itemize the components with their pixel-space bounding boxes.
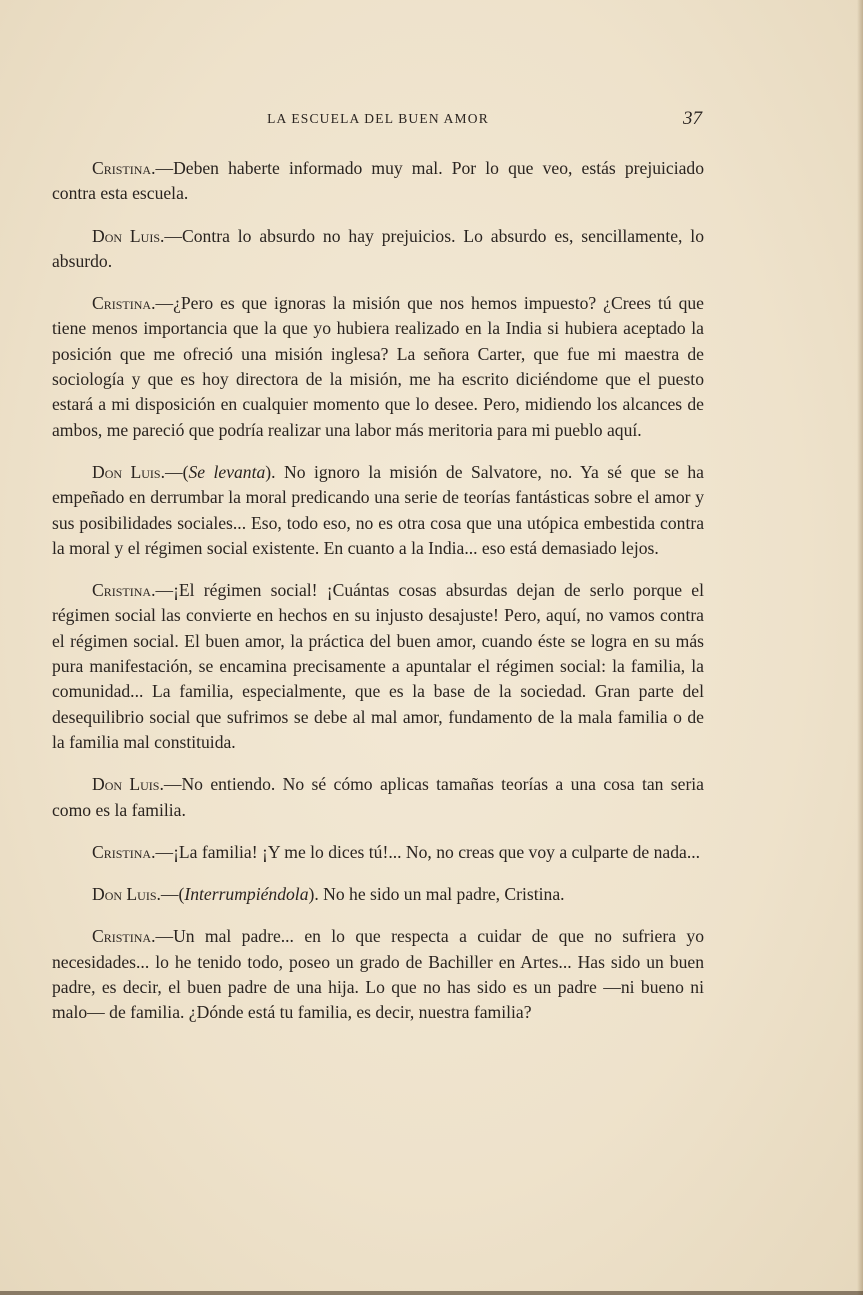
dialogue-punctuation: —( (164, 461, 189, 482)
stage-direction: Interrumpiéndola (184, 884, 309, 905)
page-edge-shadow (857, 0, 863, 1295)
dialogue-paragraph (52, 156, 704, 207)
dialogue-paragraph (52, 924, 704, 1025)
dialogue-paragraph (52, 460, 704, 561)
dialogue-paragraph (52, 840, 704, 865)
speaker-name: Don Luis. (92, 884, 161, 905)
dialogue-text: —No entiendo. No sé cómo aplicas tamañas teorías a una cosa tan seria como es la familia. (52, 774, 704, 820)
running-title: LA ESCUELA DEL BUEN AMOR (267, 111, 489, 126)
stage-direction: Se levanta (188, 461, 266, 482)
body-text (52, 156, 704, 1043)
page-bottom-edge (0, 1291, 863, 1295)
speaker-name: Don Luis. (92, 461, 165, 482)
speaker-name: Don Luis. (92, 225, 165, 246)
dialogue-text: —¿Pero es que ignoras la misión que nos hemos impuesto? ¿Crees tú que tiene menos importancia que la que yo hubiera realizado en la India si hubiera aceptado la posición que me ofreció una misión inglesa? La señora Carter, que fue mi maestra de sociología y que es hoy directora de la misión, me ha escrito diciéndome que el puesto estará a mi disposición en cualquier momento que lo desee. Pero, midiendo los alcances de ambos, me pareció que podría realizar una labor más meritoria para mi pueblo aquí. (52, 293, 704, 440)
dialogue-text: —Deben haberte informado muy mal. Por lo que veo, estás prejuiciado contra esta escuela. (52, 158, 704, 204)
dialogue-paragraph (52, 578, 704, 755)
dialogue-text: —¡La familia! ¡Y me lo dices tú!... No, no creas que voy a culparte de nada... (155, 841, 701, 862)
dialogue-text: —Contra lo absurdo no hay prejuicios. Lo absurdo es, sencillamente, lo absurdo. (52, 225, 704, 271)
dialogue-text: ). No he sido un mal padre, Cristina. (308, 884, 565, 905)
speaker-name: Cristina. (92, 580, 156, 601)
dialogue-paragraph (52, 224, 704, 275)
page-number: 37 (683, 108, 702, 129)
speaker-name: Cristina. (92, 926, 156, 947)
speaker-name: Cristina. (92, 841, 156, 862)
dialogue-text: —¡El régimen social! ¡Cuántas cosas absurdas dejan de serlo porque el régimen social las convierte en hechos en su injusto desajuste! Pero, aquí, no vamos contra el régimen social. El buen amor, la práctica del buen amor, cuando éste se logra en su más pura manifestación, se encamina precisamente a apuntalar el régimen social: la familia, la comunidad... La familia, especialmente, que es la base de la sociedad. Gran parte del desequilibrio social que sufrimos se debe al mal amor, fundamento de la mala familia o de la familia mal constituida. (52, 580, 704, 752)
dialogue-paragraph (52, 291, 704, 443)
running-header (52, 108, 704, 130)
speaker-name: Cristina. (92, 293, 156, 314)
speaker-name: Cristina. (92, 158, 156, 178)
dialogue-paragraph (52, 772, 704, 823)
dialogue-punctuation: —( (160, 884, 185, 905)
dialogue-paragraph (52, 882, 704, 907)
dialogue-text: ). No ignoro la misión de Salvatore, no. Ya sé que se ha empeñado en derrumbar la moral predicando una serie de teorías fantásticas sobre el amor y sus posibilidades sociales... Eso, todo eso, no es otra cosa que una utópica embestida contra la moral y el régimen social existente. En cuanto a la India... eso está demasiado lejos. (52, 461, 704, 558)
dialogue-text: —Un mal padre... en lo que respecta a cuidar de que no sufriera yo necesidades... lo he tenido todo, poseo un grado de Bachiller en Artes... Has sido un buen padre, es decir, el buen padre de una hija. Lo que no has sido es un padre —ni bueno ni malo— de familia. ¿Dónde está tu familia, es decir, nuestra familia? (52, 926, 704, 1023)
speaker-name: Don Luis. (92, 774, 164, 795)
